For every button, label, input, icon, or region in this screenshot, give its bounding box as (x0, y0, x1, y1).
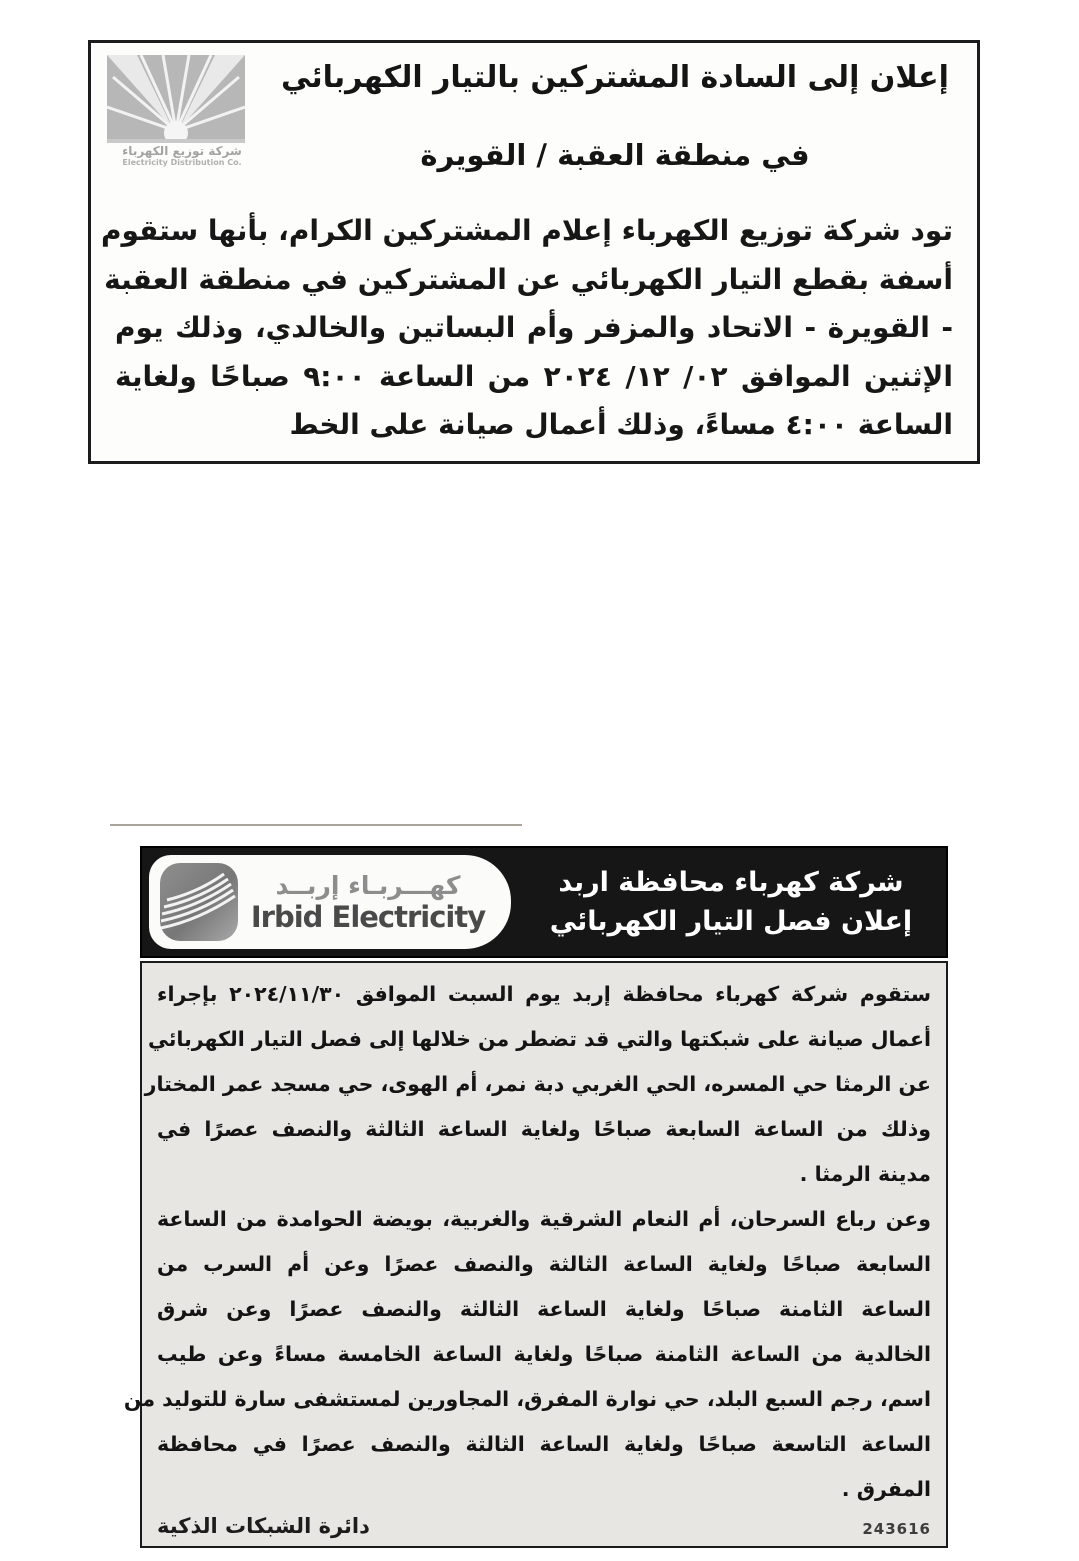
notice-titles (271, 59, 959, 173)
irbid-brand-panel (149, 855, 511, 949)
electricity-distribution-logo (107, 55, 257, 168)
irbid-notice-header (140, 846, 948, 958)
notice-body (100, 207, 953, 450)
logo-caption-arabic: شركة توزيع الكهرباء (122, 144, 242, 158)
irbid-body-line: ستقوم شركة كهرباء محافظة إربد يوم السبت الموافق ٢٠٢٤/١١/٣٠ بإجراء (157, 982, 932, 1006)
irbid-body-line: السابعة صباحًا ولغاية الساعة الثالثة والنصف عصرًا وعن أم السرب من (157, 1252, 931, 1276)
irbid-header-title-line1: شركة كهرباء محافظة اربد (558, 867, 904, 898)
ad-reference-number: 243616 (862, 1520, 931, 1538)
sunburst-logo-icon (107, 55, 245, 143)
notice-body-line: - القويرة - الاتحاد والمزفر وأم البساتين والخالدي، وذلك يوم (115, 311, 953, 344)
irbid-brand-text (251, 871, 499, 934)
irbid-body-line: الساعة التاسعة صباحًا ولغاية الساعة الثالثة والنصف عصرًا في محافظة (157, 1432, 931, 1456)
irbid-body-line: عن الرمثا حي المسره، الحي الغربي دبة نمر، أم الهوى، حي مسجد عمر المختار (144, 1072, 931, 1096)
irbid-body-line: الساعة الثامنة صباحًا ولغاية الساعة الثالثة والنصف عصرًا وعن شرق (157, 1297, 931, 1321)
irbid-header-title (532, 848, 930, 956)
notice-body-line: أسفة بقطع التيار الكهربائي عن المشتركين في منطقة العقبة (104, 262, 953, 296)
irbid-body-line: مدينة الرمثا . (799, 1162, 931, 1186)
irbid-body-line: الخالدية من الساعة الثامنة صباحًا ولغاية الساعة الخامسة مساءً وعن طيب (157, 1342, 931, 1366)
notice-body-line: تود شركة توزيع الكهرباء إعلام المشتركين الكرام، بأنها ستقوم (100, 214, 953, 247)
irbid-body-line: وذلك من الساعة السابعة صباحًا ولغاية الساعة الثالثة والنصف عصرًا في (157, 1117, 931, 1141)
department-signature: دائرة الشبكات الذكية (157, 1514, 370, 1538)
aqaba-power-cut-notice (88, 40, 980, 464)
irbid-power-disconnection-notice (123, 846, 948, 1548)
irbid-brand-arabic: كهـــربـاء إربــد (275, 870, 461, 900)
irbid-body-line: وعن رباع السرحان، أم النعام الشرقية والغربية، بويضة الحوامدة من الساعة (157, 1207, 931, 1231)
irbid-electricity-logo-icon (159, 862, 239, 942)
notice-body-line: الإثنين الموافق ٠٢/ ١٢/ ٢٠٢٤ من الساعة ٩:٠٠ صباحًا ولغاية (115, 359, 953, 393)
notice-title-line1: إعلان إلى السادة المشتركين بالتيار الكهربائي (281, 60, 949, 95)
logo-caption-english: Electricity Distribution Co. (122, 158, 242, 167)
notice-body-line: الساعة ٤:٠٠ مساءً، وذلك أعمال صيانة على الخط (289, 408, 953, 441)
irbid-body-line: المفرق . (841, 1477, 931, 1501)
irbid-notice-footer (157, 1514, 931, 1540)
irbid-body-line: أعمال صيانة على شبكتها والتي قد تضطر من خلالها إلى فصل التيار الكهربائي (147, 1027, 931, 1051)
irbid-brand-english: Irbid Electricity (250, 899, 486, 934)
irbid-body-line: اسم، رجم السبع البلد، حي نوارة المفرق، المجاورين لمستشفى سارة للتوليد من (123, 1387, 931, 1411)
irbid-header-title-line2: إعلان فصل التيار الكهربائي (549, 906, 913, 937)
notice-title-line2: في منطقة العقبة / القويرة (420, 138, 810, 172)
section-divider-line (110, 824, 522, 826)
irbid-notice-body (123, 961, 948, 1548)
